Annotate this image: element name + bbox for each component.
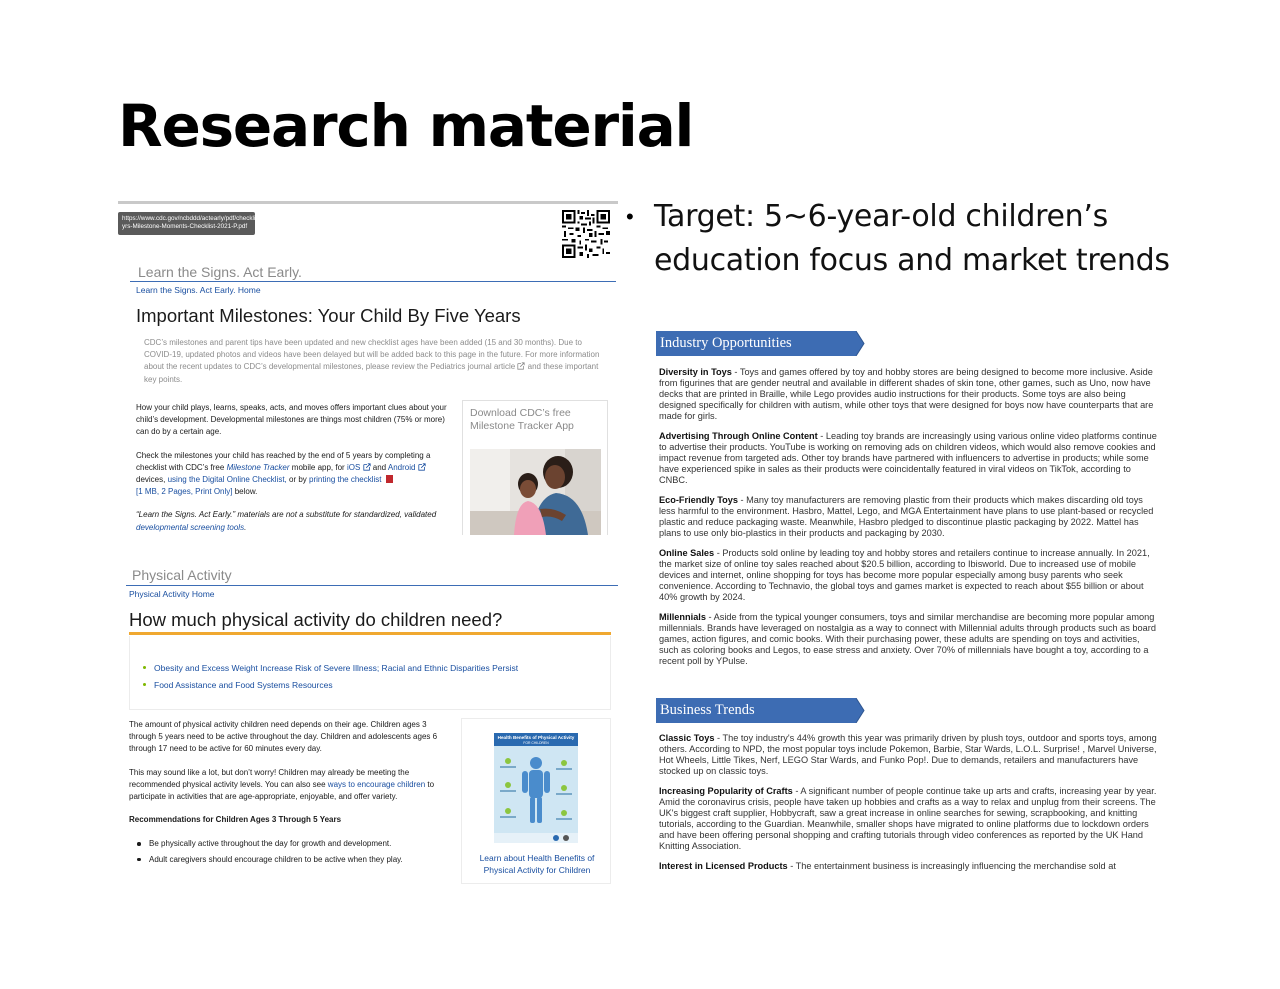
page-title: How much physical activity do children need? <box>129 609 503 630</box>
paragraph-heading: Eco-Friendly Toys <box>659 495 738 505</box>
intro-paragraph: How your child plays, learns, speaks, acts, and moves offers important clues about your child’s development. Developmental milestones are things most children (75% or more) can do by a certain age. <box>136 403 447 437</box>
article-paragraph <box>659 612 1159 667</box>
list-item: Be physically active throughout the day for growth and development. <box>137 838 449 850</box>
app-download-label: Download CDC’s free Milestone Tracker App <box>470 407 574 432</box>
site-header: Learn the Signs. Act Early. <box>138 264 302 280</box>
physical-activity-screenshot <box>118 562 618 884</box>
target-bullet-marker: • <box>626 204 634 229</box>
paragraph-text: - Toys and games offered by toy and hobby stores are being designed to become more inclusive. Aside from figurines that are gender neutral and available in different shades of skin tone, other games, such as Uno, now have decks that are printed in Braille, while Lego provides audio instructions for their products. Some toys are also being designed specifically for children with autism, while other toys that were designed for boys now have counterparts that are made for girls. <box>659 367 1154 421</box>
site-header: Physical Activity <box>132 567 232 583</box>
external-link-icon <box>363 463 371 471</box>
paragraph-text: - A significant number of people continue take up arts and crafts, increasing year by year. Amid the coronavirus crisis, people have taken up hobbies and crafts as a way to relax and unplug from their screens. The UK's biggest craft supplier, Hobbycraft, saw a great increase in online searches for sewing, scrapbooking, and knitting tutorials, according to the Guardian. Meanwhile, smaller shops have migrated to online platforms due to lockdown orders and have been offering personal shopping and crafting tutorials through video conferences as reported by the UK Hand Knitting Association. <box>659 786 1157 851</box>
health-benefits-infographic <box>494 733 578 843</box>
header-rule <box>126 585 618 586</box>
paragraph-text: - The entertainment business is increasingly influencing the merchandise sold at <box>787 861 1116 871</box>
encourage-text: to participate in activities that are age-appropriate, enjoyable, and offer variety. <box>129 779 435 802</box>
external-link-icon <box>418 463 426 471</box>
slide-title: Research material <box>118 92 694 160</box>
checklist-text: Check the milestones your child has reached by the end of 5 years by completing a checklist with CDC’s free <box>136 450 431 472</box>
industry-banner <box>656 331 866 356</box>
health-benefits-link[interactable]: Learn about Health Benefits of Physical Activity for Children <box>479 853 595 875</box>
milestones-body <box>136 402 452 535</box>
article-paragraph <box>659 495 1159 539</box>
article-paragraph <box>659 733 1159 777</box>
article-paragraph <box>659 861 1159 872</box>
checklist-text: mobile app, for <box>291 462 345 472</box>
infographic-title: Health Benefits of Physical Activity <box>497 735 575 740</box>
infographic-subtitle: FOR CHILDREN <box>523 741 549 745</box>
article-paragraph <box>659 431 1159 486</box>
checklist-text: or by <box>289 475 307 485</box>
target-statement: Target: 5~6-year-old children’s education focus and market trends <box>654 199 1170 278</box>
checklist-text: and <box>372 462 387 472</box>
page-title: Important Milestones: Your Child By Five Years <box>136 305 521 326</box>
paragraph-heading: Online Sales <box>659 548 715 558</box>
related-links-list <box>154 663 518 697</box>
checklist-text: devices, <box>136 475 166 485</box>
related-link[interactable]: Obesity and Excess Weight Increase Risk of Severe Illness; Racial and Ethnic Disparities Persist <box>154 663 519 673</box>
related-link[interactable]: Food Assistance and Food Systems Resources <box>154 680 518 690</box>
milestones-screenshot <box>118 201 618 535</box>
checklist-text: below. <box>234 487 258 497</box>
app-download-box[interactable] <box>462 400 608 535</box>
article-paragraph <box>659 548 1159 603</box>
paragraph-text: - Aside from the typical younger consumers, toys and similar merchandise are becoming more popular among millennials. Brands have leveraged on nostalgia as a way to connect with Millennial adults through products such as board games, action figures, and comic books. With their purchasing power, these adults are spending on toys and activities, such as coloring books and Legos, to ease stress and anxiety. Over 70% of millennials have bought a toy, according to a recent poll by YPulse. <box>659 612 1156 666</box>
encourage-text: This may sound like a lot, but don’t worry! Children may already be meeting the recommended physical activity levels. You can also see <box>129 767 410 789</box>
update-note-text: CDC’s milestones and parent tips have been updated and new checklist ages have been added (15 and 30 months). Due to COVID-19, updated photos and videos have been delayed but will be added back to this page in the future. For more information about the recent updates to CDC’s developmental milestones, please review the Pediatrics journal article <box>144 338 600 372</box>
url-tooltip: https://www.cdc.gov/ncbddd/actearly/pdf/checklists/Eng.-5-yrs-Milestone-Moments-Checklist-2021-P.pdf <box>118 212 255 235</box>
update-note-end: and these important key points. <box>144 362 599 384</box>
business-banner <box>656 698 866 723</box>
industry-banner-label: Industry Opportunities <box>660 335 792 351</box>
pdf-icon <box>386 475 393 483</box>
paragraph-text: - Leading toy brands are increasingly using various online video platforms continue to advertise their products. YouTube is working on removing ads on children videos, which would also remove cookies and impact revenue from targeted ads. Other toy brands have partnered with influencers to advertise in products; while some have experienced spike in sales as their products were coincidentally featured in viral videos on TikTok, according to CNBC. <box>659 431 1157 485</box>
activity-body <box>129 719 449 869</box>
paragraph-heading: Advertising Through Online Content <box>659 431 818 441</box>
paragraph-text: - The toy industry's 44% growth this year was primarily driven by plush toys, outdoor and sports toys, among others. According to NPD, the most popular toys include Pokemon, Barbie, Star Wards, L.O.L. Surprise! , Marvel Universe, Hot Wheels, Little Tikes, Nerf, LEGO Star Wards, and Funko Pop!. Due to demands, retailers and manufacturers have stocked up on classic toys. <box>659 733 1157 776</box>
title-underline <box>129 632 611 635</box>
print-checklist-link[interactable]: printing the checklist <box>309 475 382 485</box>
paragraph-heading: Diversity in Toys <box>659 367 732 377</box>
breadcrumb-home-link[interactable]: Learn the Signs. Act Early. Home <box>136 285 261 295</box>
age-paragraph: The amount of physical activity children need depends on their age. Children ages 3 through 5 years need to be active throughout the day. Children and adolescents ages 6 through 17 need to be active for 60 minutes every day. <box>129 720 438 754</box>
business-article <box>659 733 1159 873</box>
digital-checklist-link[interactable]: using the Digital Online Checklist, <box>167 475 287 485</box>
paragraph-heading: Millennials <box>659 612 706 622</box>
ways-to-encourage-link[interactable]: ways to encourage children <box>327 779 426 789</box>
file-size-link[interactable]: [1 MB, 2 Pages, Print Only] <box>136 487 233 497</box>
disclaimer-end: . <box>244 522 247 532</box>
external-link-icon <box>517 362 525 370</box>
encourage-paragraph <box>129 767 449 804</box>
paragraph-heading: Increasing Popularity of Crafts <box>659 786 793 796</box>
recommendations-list <box>129 838 449 865</box>
paragraph-text: - Products sold online by leading toy and hobby stores and retailers continue to increase annually. In 2021, the market size of online toy sales reached about $20.5 billion, according to Ibisworld. Due to increased use of mobile devices and internet, online shopping for toys has become more popular especially among busy parents who seek convenience. According to Technavio, the global toys and games market is expected to reach about $55 billion or about 40% growth by 2024. <box>659 548 1150 602</box>
android-link[interactable]: Android <box>387 462 416 472</box>
related-links-box <box>129 636 611 710</box>
qr-code-icon <box>562 210 610 258</box>
infographic-box[interactable] <box>461 718 611 884</box>
breadcrumb-home-link[interactable]: Physical Activity Home <box>129 589 215 599</box>
disclaimer <box>136 509 452 533</box>
ios-link[interactable]: iOS <box>346 462 361 472</box>
header-rule <box>130 281 616 282</box>
paragraph-text: - Many toy manufacturers are removing plastic from their products which makes discarding old toys less harmful to the environment. Hasbro, Mattel, Lego, and MGA Entertainment have plans to use plant-based or recycled plastic and reduce packaging waste. Meanwhile, Hasbro pledged to discontinue plastic packaging by 2022. Mattel has plans to use only bio-plastics in their products and packaging by 2030. <box>659 495 1154 538</box>
recommendations-heading: Recommendations for Children Ages 3 Through 5 Years <box>129 815 342 825</box>
checklist-paragraph <box>136 450 452 499</box>
industry-article <box>659 367 1159 676</box>
list-item: Adult caregivers should encourage children to be active when they play. <box>137 854 449 866</box>
article-paragraph <box>659 786 1159 852</box>
paragraph-heading: Interest in Licensed Products <box>659 861 788 871</box>
paragraph-heading: Classic Toys <box>659 733 715 743</box>
milestone-tracker-link[interactable]: Milestone Tracker <box>226 462 290 472</box>
disclaimer-text: “Learn the Signs. Act Early.” materials are not a substitute for standardized, validated <box>136 510 437 520</box>
update-note <box>144 337 604 386</box>
article-paragraph <box>659 367 1159 422</box>
screening-tools-link[interactable]: developmental screening tools <box>136 522 245 532</box>
business-banner-label: Business Trends <box>660 702 755 718</box>
mother-child-photo <box>470 449 601 535</box>
